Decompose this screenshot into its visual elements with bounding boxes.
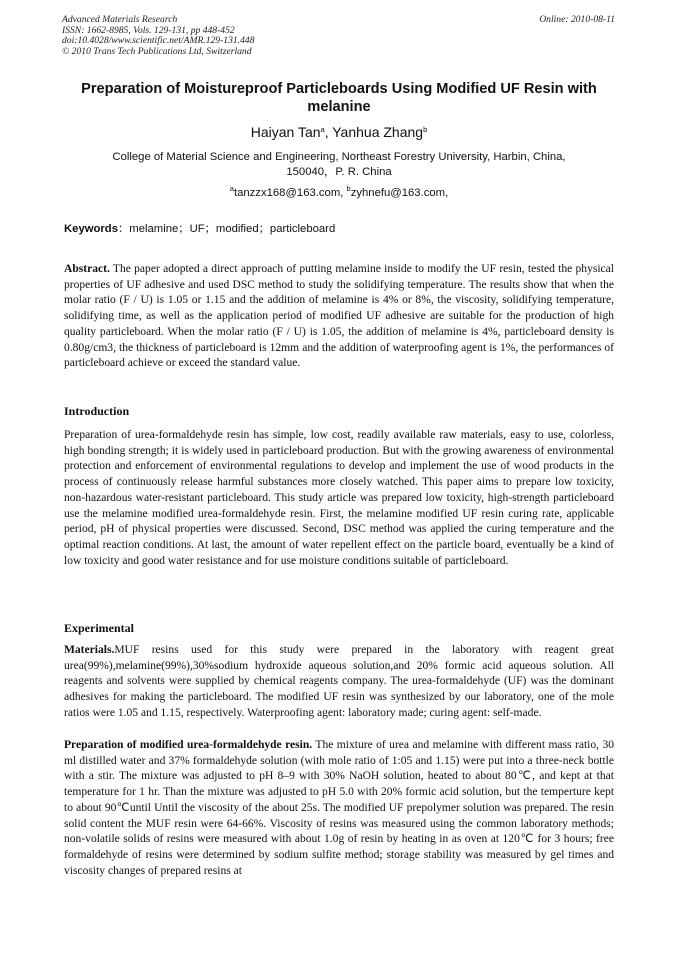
email-superscript: a — [229, 184, 234, 193]
issn-line: ISSN: 1662-8985, Vols. 129-131, pp 448-452 — [62, 24, 235, 36]
doi-line: doi:10.4028/www.scientific.net/AMR.129-131.448 — [62, 35, 255, 47]
author-line — [60, 123, 618, 141]
email-line — [60, 186, 618, 201]
materials-text: MUF resins used for this study were prepared in the laboratory with reagent great urea(99%),melamine(99%),30%sodium hydroxide aqueous solution,and 20% formic acid aqueous solution. All reagents and solvents were supplied by chemical reagents company. The urea-formaldehyde (UF) was the dominant adhesives for making the particleboard. The modified UF resin was synthesized by our laboratory, one of the mole ratios were 1.05 and 1.15, respectively. Waterproofing agent: laboratory made; curing agent: self-made. — [64, 644, 614, 719]
keywords-line — [64, 222, 335, 237]
journal-header — [62, 15, 254, 57]
abstract-label: Abstract. — [64, 263, 110, 275]
preparation-text: The mixture of urea and melamine with different mass ratio, 30 ml distilled water and 37% formaldehyde solution (with mole ratio of 1:05 and 1.15) were put into a three-neck bottle with a stir. The mixture was adjusted to pH 8–9 with 30% NaOH solution, heated to about 80℃, and kept at that temperature for 1 hr. Than the mixture was adjusted to pH 5.0 with 20% formic acid solution, but the temperture kept to about 90℃until Until the viscosity of the about 25s. The modified UF prepolymer solution was prepared. The resin solid content the MUF resin were 64-66%. Viscosity of resins was measured using the common laboratory methods; non-volatile solids of resins were measured with about 1.0g of resin by heating in as oven at 120℃ for 3 hours; free formaldehyde of resins were determined by sodium sulfite method; storage stability was measured by gel times and viscosity changes of prepared resins at — [64, 739, 614, 877]
paper-title: Preparation of Moistureproof Particleboards Using Modified UF Resin with melanine — [81, 81, 597, 115]
abstract-paragraph — [64, 262, 614, 372]
copyright-line: © 2010 Trans Tech Publications Ltd, Switzerland — [62, 45, 252, 57]
materials-paragraph — [64, 643, 614, 722]
affiliation: College of Material Science and Engineering, Northeast Forestry University, Harbin, China, 150040，P. R. China — [112, 151, 566, 178]
email-address: zyhnefu@163.com, — [350, 187, 449, 199]
keywords-text: ：melamine；UF；modified；particleboard — [118, 223, 336, 235]
section-heading-introduction: Introduction — [64, 404, 130, 418]
author-separator: , — [324, 124, 333, 140]
materials-label: Materials. — [64, 644, 115, 656]
email-superscript: b — [346, 184, 351, 193]
section-heading-experimental: Experimental — [64, 621, 134, 635]
keywords-label: Keywords — [64, 223, 118, 235]
author-name: Haiyan Tan — [250, 124, 321, 140]
email-address: tanzzx168@163.com, — [233, 187, 347, 199]
online-date: Online: 2010-08-11 — [539, 14, 615, 25]
author-superscript: b — [423, 125, 428, 134]
abstract-text: The paper adopted a direct approach of putting melamine inside to modify the UF resin, tested the physical properties of UF adhesive and used DSC method to study the solidifying temperature. The results show that when the molar ratio (F / U) is 1.05 or 1.15 and the addition of melamine is 4% or 8%, the viscosity, solidifying temperature, solidifying time, as well as the application period of modified UF adhesive are suitable for the production of high quality particleboard. When the molar ratio (F / U) is 1.05, the addition of melamine is 4%, particleboard density is 0.80g/cm3, the thickness of particleboard is 12mm and the addition of waterproofing agent is 1%, the performances of particleboard achieve or exceed the standard value. — [64, 263, 614, 370]
preparation-paragraph — [64, 738, 614, 879]
preparation-label: Preparation of modified urea-formaldehyde resin. — [64, 739, 313, 751]
author-name: Yanhua Zhang — [332, 124, 424, 140]
author-superscript: a — [320, 125, 325, 134]
journal-name: Advanced Materials Research — [62, 14, 178, 25]
introduction-paragraph: Preparation of urea-formaldehyde resin has simple, low cost, readily available raw materials, easy to use, colorless, high bonding strength; it is widely used in particleboard production. But with the growing awareness of environmental protection and enforcement of environmental regulations to develop and implement the use of wood products in the process of continuously release harmful substances more closely watched. This paper aims to prepare low toxicity, non-hazardous water-resistant particleboard. This study article was prepared low toxicity, high-strength particleboard use the melamine modified urea-formaldehyde resin. First, the melamine modified UF resin curing rate, applicable period, pH of physical properties were discussed. Second, DSC method was applied the curing temperature and the optimal reaction conditions. At last, the amount of water repellent effect on the particle board, eventually be a kind of low toxicity and good water resistance and for use moisture conditions suitable of particleboard. — [64, 429, 614, 567]
